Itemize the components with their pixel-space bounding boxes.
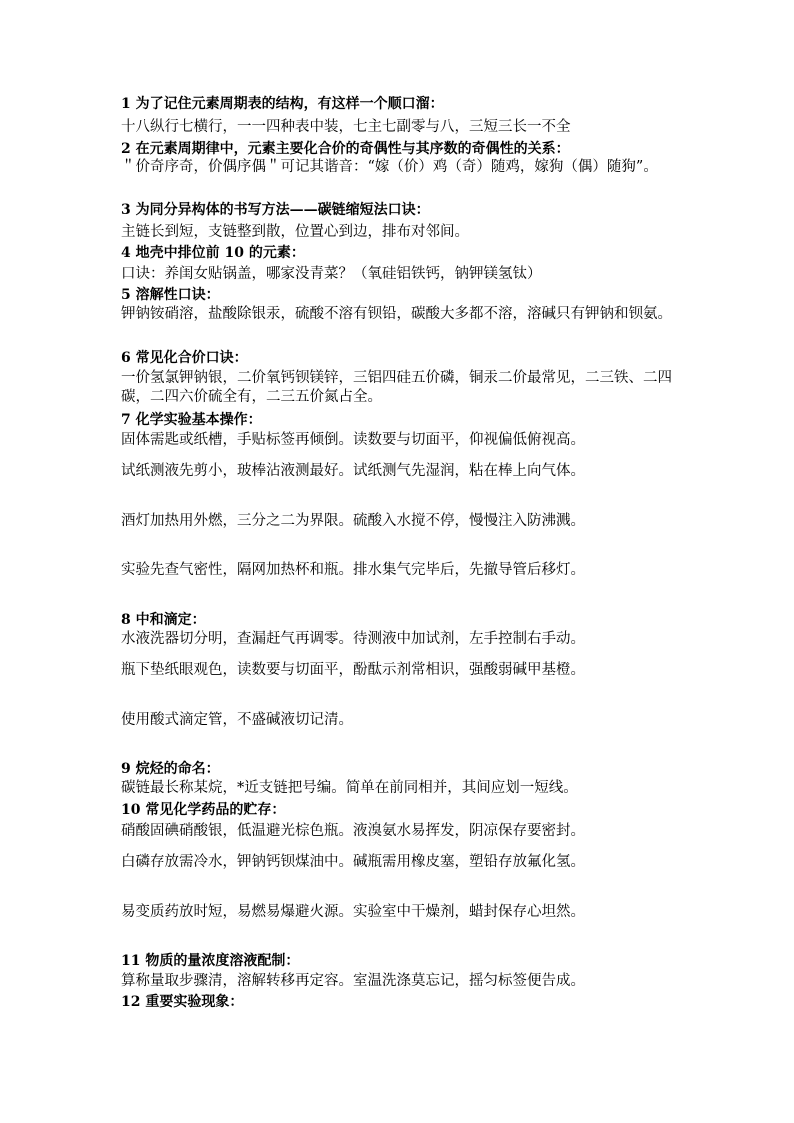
text-line: 易变质药放时短，易燃易爆避火源。实验室中干燥剂，蜡封保存心坦然。 [121, 904, 585, 920]
heading-2: 2 在元素周期律中，元素主要化合价的奇偶性与其序数的奇偶性的关系： [121, 141, 570, 157]
text-line: 试纸测液先剪小，玻棒沾液测最好。试纸测气先湿润，粘在棒上向气体。 [121, 463, 585, 479]
heading-4: 4 地壳中排位前 10 的元素： [121, 245, 305, 261]
heading-11: 11 物质的量浓度溶液配制： [121, 953, 300, 969]
text-line: 固体需匙或纸槽，手贴标签再倾倒。读数要与切面平，仰视偏低俯视高。 [121, 432, 585, 448]
heading-10: 10 常见化学药品的贮存： [121, 802, 286, 818]
heading-3: 3 为同分异构体的书写方法——碳链缩短法口诀： [121, 202, 430, 218]
text-line: 硝酸固碘硝酸银，低温避光棕色瓶。液溴氨水易挥发，阴凉保存要密封。 [121, 823, 585, 839]
text-line: 一价氢氯钾钠银，二价氧钙钡镁锌，三铝四硅五价磷，铜汞二价最常见，二三铁、二四碳，二四六价硫全有，二三五价氮占全。 [121, 370, 672, 405]
heading-9: 9 烷烃的命名： [121, 761, 220, 777]
text-line: 水液洗器切分明，查漏赶气再调零。待测液中加试剂，左手控制右手动。 [121, 631, 585, 647]
heading-5: 5 溶解性口诀： [121, 287, 220, 303]
text-line: 白磷存放需冷水，钾钠钙钡煤油中。碱瓶需用橡皮塞，塑铅存放氟化氢。 [121, 854, 585, 870]
text-line: 主链长到短，支链整到散，位置心到边，排布对邻间。 [121, 224, 469, 240]
text-line: 碳链最长称某烷，*近支链把号编。简单在前同相并，其间应划一短线。 [121, 780, 578, 796]
text-line: 钾钠铵硝溶，盐酸除银汞，硫酸不溶有钡铅，碳酸大多都不溶，溶碱只有钾钠和钡氨。 [121, 306, 672, 322]
text-line: 酒灯加热用外燃，三分之二为界限。硫酸入水搅不停，慢慢注入防沸溅。 [121, 513, 585, 529]
heading-7: 7 化学实验基本操作： [121, 412, 262, 428]
text-line: 口诀：养闺女贴锅盖，哪家没青菜？（氧硅铝铁钙，钠钾镁氢钛） [121, 266, 542, 282]
heading-12: 12 重要实验现象： [121, 994, 244, 1010]
text-line: 使用酸式滴定管，不盛碱液切记清。 [121, 712, 353, 728]
heading-1: 1 为了记住元素周期表的结构，有这样一个顺口溜： [121, 96, 444, 112]
text-line: 瓶下垫纸眼观色，读数要与切面平，酚酞示剂常相识，强酸弱碱甲基橙。 [121, 662, 585, 678]
text-line: 算称量取步骤清，溶解转移再定容。室温洗涤莫忘记，摇匀标签便告成。 [121, 973, 585, 989]
text-line: 实验先查气密性，隔网加热杯和瓶。排水集气完毕后，先撤导管后移灯。 [121, 562, 585, 578]
heading-6: 6 常见化合价口诀： [121, 350, 248, 366]
text-line: 十八纵行七横行，一一四种表中装，七主七副零与八，三短三长一不全 [121, 119, 571, 135]
heading-8: 8 中和滴定： [121, 612, 206, 628]
text-line: ＂价奇序奇，价偶序偶＂可记其谐音：“嫁（价）鸡（奇）随鸡，嫁狗（偶）随狗”。 [121, 159, 658, 175]
